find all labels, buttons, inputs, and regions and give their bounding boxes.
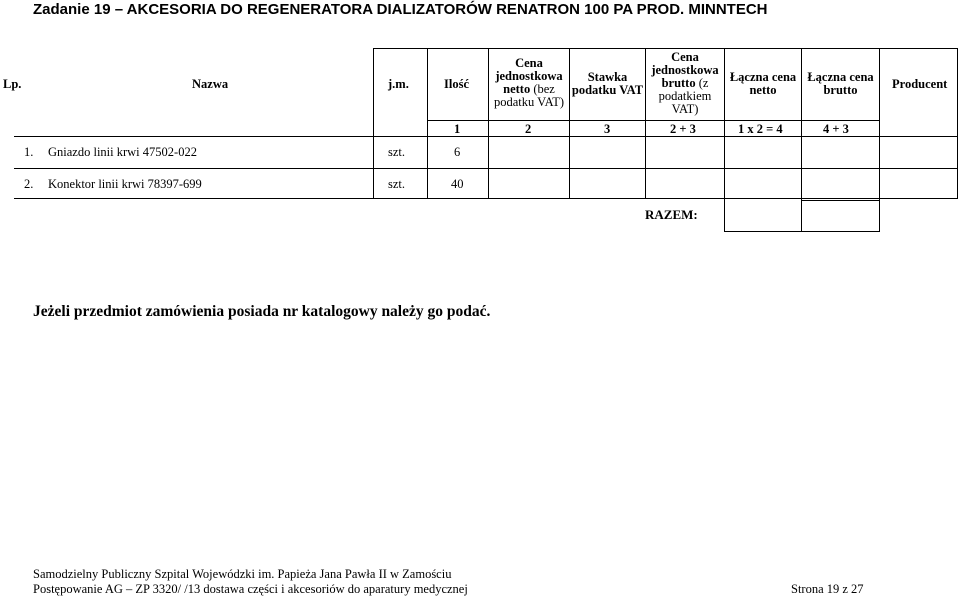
- catalog-note: Jeżeli przedmiot zamówienia posiada nr katalogowy należy go podać.: [33, 303, 491, 320]
- row-name: Gniazdo linii krwi 47502-022: [48, 145, 197, 159]
- column-number-5: 1 x 2 = 4: [738, 122, 783, 136]
- grid-line-summary-bottom: [724, 231, 880, 232]
- grid-line-numbers-top: [427, 120, 880, 121]
- summary-total-gross-cell: [802, 201, 879, 231]
- grid-line-producer-left: [879, 48, 880, 232]
- grid-line-right: [957, 48, 958, 198]
- header-gross-price: Cena jednostkowa brutto (z podatkiem VAT): [651, 50, 719, 116]
- header-qty: Ilość: [444, 77, 469, 91]
- header-lp: Lp.: [3, 77, 22, 91]
- header-producer: Producent: [892, 77, 948, 91]
- header-total-net: Łączna cena netto: [729, 70, 797, 97]
- grid-line-qty-left: [427, 48, 428, 198]
- column-number-3: 3: [604, 122, 611, 136]
- row-qty: 6: [454, 145, 461, 159]
- summary-total-net-cell: [725, 199, 801, 231]
- header-name: Nazwa: [192, 77, 229, 91]
- row-lp: 1.: [24, 145, 34, 159]
- grid-line-row2-bottom: [14, 198, 958, 199]
- header-unit: j.m.: [388, 77, 409, 91]
- grid-line-unit-left: [373, 48, 374, 198]
- document-title: Zadanie 19 – AKCESORIA DO REGENERATORA DIALIZATORÓW RENATRON 100 PA PROD. MINNTECH: [33, 1, 768, 18]
- row-unit: szt.: [388, 177, 406, 191]
- column-number-6: 4 + 3: [823, 122, 849, 136]
- footer-page-number: Strona 19 z 27: [791, 582, 864, 596]
- header-vat-rate: Stawka podatku VAT: [571, 70, 644, 97]
- grid-line-top: [373, 48, 958, 49]
- summary-label: RAZEM:: [645, 207, 698, 222]
- header-net-price: Cena jednostkowa netto (bez podatku VAT): [493, 56, 565, 109]
- row-unit: szt.: [388, 145, 406, 159]
- footer-institution: Samodzielny Publiczny Szpital Wojewódzki im. Papieża Jana Pawła II w Zamościu: [33, 567, 452, 581]
- column-number-1: 1: [454, 122, 461, 136]
- header-total-gross: Łączna cena brutto: [807, 70, 874, 97]
- row-name: Konektor linii krwi 78397-699: [48, 177, 202, 191]
- grid-line-header-bottom: [14, 136, 958, 137]
- column-number-2: 2: [525, 122, 532, 136]
- footer-procedure: Postępowanie AG – ZP 3320/ /13 dostawa części i akcesoriów do aparatury medycznej: [33, 582, 468, 596]
- grid-line-row1-bottom: [14, 168, 958, 169]
- column-number-4: 2 + 3: [670, 122, 696, 136]
- row-lp: 2.: [24, 177, 34, 191]
- row-qty: 40: [451, 177, 464, 191]
